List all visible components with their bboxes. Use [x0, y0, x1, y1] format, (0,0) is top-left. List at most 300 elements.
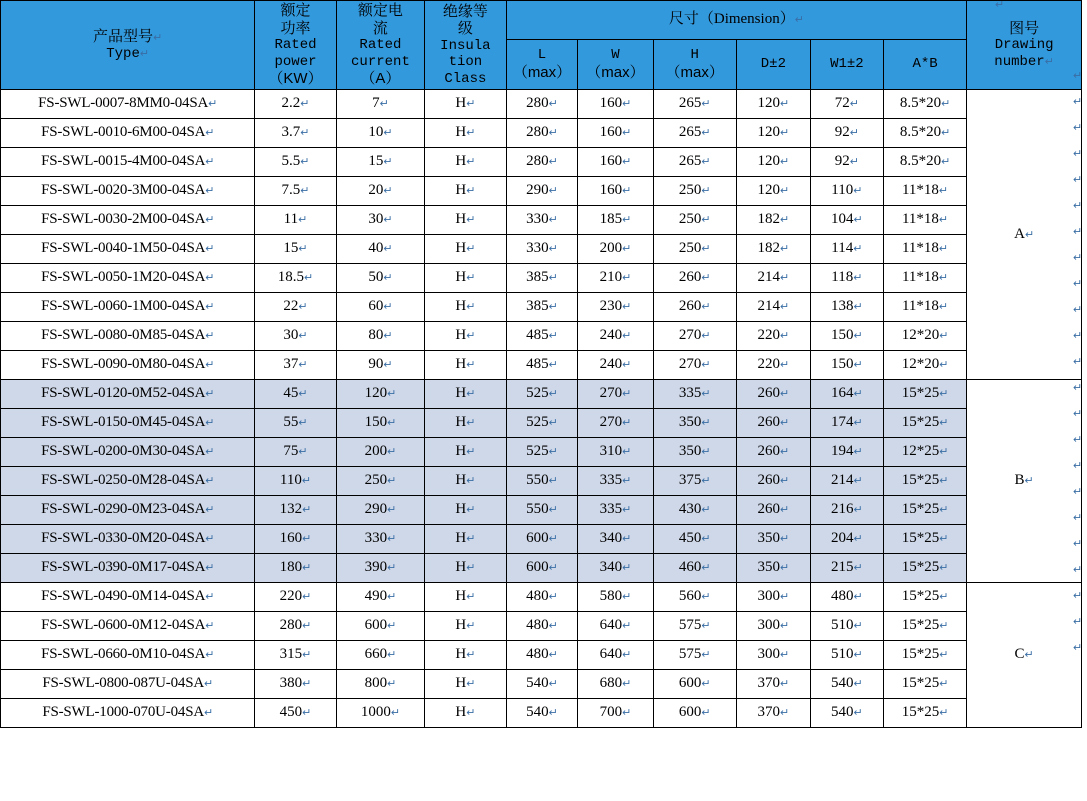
- header-insulation-class: [425, 1, 506, 90]
- cell-type: FS-SWL-0090-0M80-04SA↵: [1, 351, 255, 380]
- cell-dim-d: 350↵: [736, 525, 810, 554]
- cell-type: FS-SWL-0007-8MM0-04SA↵: [1, 90, 255, 119]
- paragraph-mark: ↵: [1073, 200, 1083, 213]
- cell-dim-l: 280↵: [506, 90, 578, 119]
- cell-rated-power: 180↵: [255, 554, 336, 583]
- cell-dim-ab: 11*18↵: [883, 177, 966, 206]
- cell-dim-w: 680↵: [578, 670, 653, 699]
- cell-dim-h: 260↵: [653, 264, 736, 293]
- cell-dim-d: 214↵: [736, 264, 810, 293]
- paragraph-marks-column: [1073, 0, 1085, 661]
- cell-dim-w1: 138↵: [810, 293, 883, 322]
- pilcrow-mark: ↵: [1044, 55, 1054, 68]
- cell-insulation-class: H↵: [425, 438, 506, 467]
- cell-rated-current: 7↵: [336, 90, 425, 119]
- cell-dim-l: 480↵: [506, 583, 578, 612]
- cell-rated-power: 110↵: [255, 467, 336, 496]
- cell-dim-l: 330↵: [506, 235, 578, 264]
- paragraph-mark: ↵: [1073, 252, 1083, 265]
- header-rated-current-cn2: 流: [372, 19, 388, 37]
- cell-rated-current: 660↵: [336, 641, 425, 670]
- cell-dim-w: 335↵: [578, 467, 653, 496]
- header-rated-current-unit: （A）: [360, 70, 401, 88]
- table-row: [1, 438, 1082, 467]
- table-row: [1, 90, 1082, 119]
- cell-dim-w1: 72↵: [810, 90, 883, 119]
- cell-type: FS-SWL-0250-0M28-04SA↵: [1, 467, 255, 496]
- paragraph-mark: ↵: [1073, 278, 1083, 291]
- cell-dim-w: 200↵: [578, 235, 653, 264]
- cell-type: FS-SWL-0490-0M14-04SA↵: [1, 583, 255, 612]
- cell-dim-w: 335↵: [578, 496, 653, 525]
- cell-dim-l: 480↵: [506, 641, 578, 670]
- cell-type: FS-SWL-0390-0M17-04SA↵: [1, 554, 255, 583]
- cell-rated-current: 800↵: [336, 670, 425, 699]
- paragraph-mark: ↵: [1073, 616, 1083, 629]
- cell-dim-w: 580↵: [578, 583, 653, 612]
- cell-dim-ab: 12*25↵: [883, 438, 966, 467]
- cell-insulation-class: H↵: [425, 322, 506, 351]
- cell-dim-ab: 15*25↵: [883, 612, 966, 641]
- cell-dim-ab: 15*25↵: [883, 380, 966, 409]
- header-dim-w1: [810, 40, 883, 90]
- paragraph-mark: ↵: [1073, 70, 1083, 83]
- cell-insulation-class: H↵: [425, 119, 506, 148]
- cell-dim-ab: 15*25↵: [883, 641, 966, 670]
- cell-rated-power: 450↵: [255, 699, 336, 728]
- cell-rated-power: 3.7↵: [255, 119, 336, 148]
- table-row: [1, 409, 1082, 438]
- header-dim-w-label: W: [611, 47, 620, 64]
- table-header: [1, 1, 1082, 90]
- header-insulation-en3: Class: [444, 70, 487, 87]
- cell-rated-current: 90↵: [336, 351, 425, 380]
- cell-dim-w: 210↵: [578, 264, 653, 293]
- paragraph-mark: ↵: [1073, 538, 1083, 551]
- table-body: [1, 90, 1082, 728]
- cell-dim-d: 220↵: [736, 351, 810, 380]
- cell-dim-w1: 480↵: [810, 583, 883, 612]
- cell-dim-ab: 8.5*20↵: [883, 119, 966, 148]
- cell-dim-l: 550↵: [506, 467, 578, 496]
- header-drawing-en1: Drawing: [994, 37, 1054, 54]
- cell-dim-h: 265↵: [653, 90, 736, 119]
- cell-type: FS-SWL-0150-0M45-04SA↵: [1, 409, 255, 438]
- paragraph-mark: ↵: [1073, 434, 1083, 447]
- cell-dim-l: 280↵: [506, 148, 578, 177]
- cell-dim-h: 260↵: [653, 293, 736, 322]
- cell-drawing-number: A↵: [967, 90, 1082, 380]
- paragraph-mark: ↵: [1073, 356, 1083, 369]
- cell-dim-w1: 215↵: [810, 554, 883, 583]
- cell-insulation-class: H↵: [425, 351, 506, 380]
- cell-dim-l: 525↵: [506, 380, 578, 409]
- cell-type: FS-SWL-0290-0M23-04SA↵: [1, 496, 255, 525]
- cell-dim-d: 182↵: [736, 235, 810, 264]
- cell-dim-ab: 11*18↵: [883, 264, 966, 293]
- cell-type: FS-SWL-0015-4M00-04SA↵: [1, 148, 255, 177]
- cell-type: FS-SWL-0050-1M20-04SA↵: [1, 264, 255, 293]
- cell-dim-w1: 174↵: [810, 409, 883, 438]
- cell-rated-power: 315↵: [255, 641, 336, 670]
- cell-dim-ab: 15*25↵: [883, 525, 966, 554]
- table-row: [1, 322, 1082, 351]
- cell-dim-l: 385↵: [506, 293, 578, 322]
- cell-dim-d: 260↵: [736, 496, 810, 525]
- header-rated-power-cn1: 额定: [280, 2, 311, 19]
- cell-rated-current: 200↵: [336, 438, 425, 467]
- cell-dim-h: 350↵: [653, 409, 736, 438]
- cell-dim-w: 160↵: [578, 148, 653, 177]
- cell-dim-w1: 164↵: [810, 380, 883, 409]
- header-dim-d-label: D±2: [760, 56, 786, 73]
- cell-dim-w1: 104↵: [810, 206, 883, 235]
- paragraph-mark: ↵: [1073, 226, 1083, 239]
- cell-dim-h: 265↵: [653, 119, 736, 148]
- cell-insulation-class: H↵: [425, 177, 506, 206]
- cell-type: FS-SWL-0120-0M52-04SA↵: [1, 380, 255, 409]
- cell-dim-h: 575↵: [653, 612, 736, 641]
- header-drawing-en2: number: [994, 53, 1045, 70]
- table-row: [1, 583, 1082, 612]
- cell-dim-w1: 510↵: [810, 612, 883, 641]
- cell-dim-l: 485↵: [506, 322, 578, 351]
- header-rated-power: [255, 1, 336, 90]
- header-dim-l-sub: （max）: [512, 63, 572, 81]
- cell-rated-current: 10↵: [336, 119, 425, 148]
- cell-rated-current: 250↵: [336, 467, 425, 496]
- cell-dim-ab: 11*18↵: [883, 293, 966, 322]
- cell-dim-h: 350↵: [653, 438, 736, 467]
- header-rated-current-en1: Rated: [359, 37, 402, 54]
- cell-insulation-class: H↵: [425, 699, 506, 728]
- cell-type: FS-SWL-0020-3M00-04SA↵: [1, 177, 255, 206]
- paragraph-mark: ↵: [1073, 460, 1083, 473]
- cell-dim-h: 430↵: [653, 496, 736, 525]
- table-row: [1, 641, 1082, 670]
- table-row: [1, 525, 1082, 554]
- cell-type: FS-SWL-0080-0M85-04SA↵: [1, 322, 255, 351]
- cell-dim-ab: 15*25↵: [883, 467, 966, 496]
- cell-dim-ab: 15*25↵: [883, 496, 966, 525]
- table-row: [1, 119, 1082, 148]
- cell-dim-w1: 204↵: [810, 525, 883, 554]
- cell-type: FS-SWL-0030-2M00-04SA↵: [1, 206, 255, 235]
- cell-dim-h: 560↵: [653, 583, 736, 612]
- header-drawing-number: [967, 1, 1082, 90]
- cell-rated-current: 50↵: [336, 264, 425, 293]
- cell-rated-power: 55↵: [255, 409, 336, 438]
- table-row: [1, 235, 1082, 264]
- table-row: [1, 293, 1082, 322]
- header-dim-h-sub: （max）: [665, 63, 724, 81]
- cell-dim-h: 575↵: [653, 641, 736, 670]
- table-row: [1, 206, 1082, 235]
- cell-dim-w: 640↵: [578, 612, 653, 641]
- cell-dim-d: 120↵: [736, 119, 810, 148]
- cell-dim-l: 485↵: [506, 351, 578, 380]
- table-row: [1, 380, 1082, 409]
- paragraph-mark: ↵: [1073, 564, 1083, 577]
- cell-dim-d: 182↵: [736, 206, 810, 235]
- cell-insulation-class: H↵: [425, 467, 506, 496]
- paragraph-mark: ↵: [1073, 382, 1083, 395]
- cell-rated-power: 22↵: [255, 293, 336, 322]
- cell-dim-h: 265↵: [653, 148, 736, 177]
- cell-dim-h: 270↵: [653, 322, 736, 351]
- paragraph-mark: ↵: [1073, 122, 1083, 135]
- cell-dim-d: 260↵: [736, 438, 810, 467]
- cell-dim-h: 450↵: [653, 525, 736, 554]
- cell-dim-l: 290↵: [506, 177, 578, 206]
- cell-insulation-class: H↵: [425, 235, 506, 264]
- cell-dim-ab: 12*20↵: [883, 322, 966, 351]
- cell-rated-current: 60↵: [336, 293, 425, 322]
- pilcrow-mark: ↵: [153, 31, 163, 44]
- paragraph-mark: ↵: [1073, 96, 1083, 109]
- cell-dim-d: 120↵: [736, 148, 810, 177]
- header-insulation-cn1: 绝缘等: [442, 2, 488, 20]
- paragraph-mark: ↵: [1073, 408, 1083, 421]
- pilcrow-mark: ↵: [139, 47, 150, 60]
- cell-rated-power: 30↵: [255, 322, 336, 351]
- cell-rated-power: 11↵: [255, 206, 336, 235]
- cell-rated-power: 380↵: [255, 670, 336, 699]
- cell-dim-w: 240↵: [578, 351, 653, 380]
- cell-dim-w1: 110↵: [810, 177, 883, 206]
- paragraph-mark: ↵: [1073, 486, 1083, 499]
- header-dimension-group: [506, 1, 967, 40]
- cell-type: FS-SWL-0330-0M20-04SA↵: [1, 525, 255, 554]
- cell-dim-w: 340↵: [578, 554, 653, 583]
- header-dim-l: [506, 40, 578, 90]
- cell-dim-w: 230↵: [578, 293, 653, 322]
- cell-dim-w: 240↵: [578, 322, 653, 351]
- header-rated-current-cn1: 额定电: [357, 2, 403, 19]
- cell-type: FS-SWL-0800-087U-04SA↵: [1, 670, 255, 699]
- cell-rated-current: 290↵: [336, 496, 425, 525]
- cell-dim-d: 370↵: [736, 670, 810, 699]
- paragraph-mark: ↵: [1073, 590, 1083, 603]
- header-dimension-group-label: 尺寸（Dimension）: [668, 11, 795, 28]
- header-dim-h-label: H: [690, 47, 699, 64]
- cell-dim-w: 185↵: [578, 206, 653, 235]
- paragraph-mark: ↵: [1073, 642, 1083, 655]
- header-rated-power-en2: power: [274, 53, 317, 70]
- cell-rated-power: 220↵: [255, 583, 336, 612]
- cell-insulation-class: H↵: [425, 525, 506, 554]
- header-rated-current: [336, 1, 425, 90]
- cell-drawing-number: B↵: [967, 380, 1082, 583]
- cell-dim-d: 120↵: [736, 90, 810, 119]
- paragraph-mark: ↵: [1073, 330, 1083, 343]
- header-insulation-en2: tion: [448, 54, 483, 71]
- cell-insulation-class: H↵: [425, 554, 506, 583]
- cell-dim-w: 270↵: [578, 409, 653, 438]
- header-rated-power-unit: （KW）: [268, 70, 323, 88]
- table-row: [1, 554, 1082, 583]
- cell-dim-ab: 15*25↵: [883, 554, 966, 583]
- header-dim-ab-label: A*B: [912, 56, 938, 73]
- header-rated-current-en2: current: [351, 53, 410, 70]
- cell-rated-current: 15↵: [336, 148, 425, 177]
- header-type-en: Type: [106, 45, 140, 62]
- cell-insulation-class: H↵: [425, 206, 506, 235]
- header-dim-w: [578, 40, 653, 90]
- header-dim-w-sub: （max）: [586, 63, 645, 81]
- cell-type: FS-SWL-0200-0M30-04SA↵: [1, 438, 255, 467]
- header-drawing-cn: 图号: [1009, 19, 1040, 37]
- cell-insulation-class: H↵: [425, 90, 506, 119]
- cell-dim-w1: 510↵: [810, 641, 883, 670]
- cell-rated-current: 80↵: [336, 322, 425, 351]
- cell-dim-ab: 8.5*20↵: [883, 90, 966, 119]
- cell-dim-w: 160↵: [578, 119, 653, 148]
- cell-dim-ab: 15*25↵: [883, 699, 966, 728]
- cell-dim-w1: 114↵: [810, 235, 883, 264]
- header-dim-d: [736, 40, 810, 90]
- cell-insulation-class: H↵: [425, 293, 506, 322]
- cell-dim-l: 330↵: [506, 206, 578, 235]
- cell-rated-power: 280↵: [255, 612, 336, 641]
- cell-dim-h: 270↵: [653, 351, 736, 380]
- cell-type: FS-SWL-0010-6M00-04SA↵: [1, 119, 255, 148]
- cell-insulation-class: H↵: [425, 612, 506, 641]
- cell-dim-ab: 11*18↵: [883, 206, 966, 235]
- cell-rated-power: 18.5↵: [255, 264, 336, 293]
- cell-dim-w: 270↵: [578, 380, 653, 409]
- cell-dim-w1: 92↵: [810, 148, 883, 177]
- cell-insulation-class: H↵: [425, 380, 506, 409]
- cell-dim-w1: 118↵: [810, 264, 883, 293]
- cell-dim-w: 160↵: [578, 90, 653, 119]
- cell-type: FS-SWL-0600-0M12-04SA↵: [1, 612, 255, 641]
- cell-insulation-class: H↵: [425, 409, 506, 438]
- cell-dim-h: 250↵: [653, 177, 736, 206]
- cell-dim-d: 260↵: [736, 467, 810, 496]
- cell-dim-ab: 15*25↵: [883, 583, 966, 612]
- cell-drawing-number: C↵: [967, 583, 1082, 728]
- table-row: [1, 670, 1082, 699]
- table-row: [1, 351, 1082, 380]
- table-row: [1, 612, 1082, 641]
- cell-rated-current: 390↵: [336, 554, 425, 583]
- cell-rated-current: 120↵: [336, 380, 425, 409]
- paragraph-mark: ↵: [1073, 304, 1083, 317]
- table-row: [1, 699, 1082, 728]
- cell-rated-current: 330↵: [336, 525, 425, 554]
- cell-dim-l: 525↵: [506, 438, 578, 467]
- cell-dim-w: 640↵: [578, 641, 653, 670]
- cell-rated-power: 45↵: [255, 380, 336, 409]
- cell-dim-l: 540↵: [506, 699, 578, 728]
- cell-dim-ab: 15*25↵: [883, 409, 966, 438]
- cell-type: FS-SWL-0660-0M10-04SA↵: [1, 641, 255, 670]
- cell-dim-d: 350↵: [736, 554, 810, 583]
- cell-dim-d: 214↵: [736, 293, 810, 322]
- cell-dim-d: 300↵: [736, 583, 810, 612]
- cell-dim-l: 600↵: [506, 525, 578, 554]
- cell-dim-h: 250↵: [653, 206, 736, 235]
- cell-dim-l: 385↵: [506, 264, 578, 293]
- table-row: [1, 467, 1082, 496]
- header-type-cn: 产品型号: [93, 27, 154, 45]
- cell-insulation-class: H↵: [425, 148, 506, 177]
- cell-dim-d: 120↵: [736, 177, 810, 206]
- cell-rated-current: 490↵: [336, 583, 425, 612]
- header-dim-h: [653, 40, 736, 90]
- cell-dim-d: 370↵: [736, 699, 810, 728]
- table-row: [1, 148, 1082, 177]
- cell-dim-w1: 540↵: [810, 670, 883, 699]
- table-row: [1, 496, 1082, 525]
- cell-type: FS-SWL-0060-1M00-04SA↵: [1, 293, 255, 322]
- cell-type: FS-SWL-0040-1M50-04SA↵: [1, 235, 255, 264]
- cell-dim-w1: 540↵: [810, 699, 883, 728]
- cell-rated-power: 132↵: [255, 496, 336, 525]
- cell-dim-l: 540↵: [506, 670, 578, 699]
- cell-insulation-class: H↵: [425, 641, 506, 670]
- cell-dim-d: 260↵: [736, 380, 810, 409]
- header-dim-w1-label: W1±2: [830, 56, 864, 73]
- header-insulation-en1: Insula: [440, 37, 491, 54]
- cell-insulation-class: H↵: [425, 496, 506, 525]
- cell-dim-l: 280↵: [506, 119, 578, 148]
- cell-dim-w1: 150↵: [810, 322, 883, 351]
- cell-rated-current: 20↵: [336, 177, 425, 206]
- cell-dim-ab: 15*25↵: [883, 670, 966, 699]
- cell-rated-current: 600↵: [336, 612, 425, 641]
- cell-rated-current: 30↵: [336, 206, 425, 235]
- cell-dim-h: 375↵: [653, 467, 736, 496]
- cell-rated-power: 15↵: [255, 235, 336, 264]
- table-row: [1, 177, 1082, 206]
- cell-dim-h: 600↵: [653, 699, 736, 728]
- cell-rated-current: 150↵: [336, 409, 425, 438]
- cell-dim-ab: 12*20↵: [883, 351, 966, 380]
- cell-dim-h: 250↵: [653, 235, 736, 264]
- cell-insulation-class: H↵: [425, 583, 506, 612]
- cell-dim-d: 300↵: [736, 641, 810, 670]
- cell-rated-power: 7.5↵: [255, 177, 336, 206]
- cell-dim-w1: 92↵: [810, 119, 883, 148]
- cell-rated-power: 5.5↵: [255, 148, 336, 177]
- cell-dim-l: 525↵: [506, 409, 578, 438]
- cell-dim-l: 480↵: [506, 612, 578, 641]
- header-row-1: [1, 1, 1082, 40]
- cell-insulation-class: H↵: [425, 264, 506, 293]
- cell-rated-power: 75↵: [255, 438, 336, 467]
- paragraph-mark-top: ↵: [995, 0, 1005, 11]
- header-rated-power-cn2: 功率: [280, 19, 311, 37]
- paragraph-mark: ↵: [1073, 512, 1083, 525]
- cell-rated-power: 37↵: [255, 351, 336, 380]
- cell-dim-ab: 11*18↵: [883, 235, 966, 264]
- cell-dim-w: 340↵: [578, 525, 653, 554]
- cell-rated-power: 160↵: [255, 525, 336, 554]
- cell-dim-l: 600↵: [506, 554, 578, 583]
- cell-dim-h: 460↵: [653, 554, 736, 583]
- cell-rated-current: 1000↵: [336, 699, 425, 728]
- pilcrow-mark: ↵: [794, 14, 804, 27]
- cell-dim-h: 600↵: [653, 670, 736, 699]
- cell-dim-ab: 8.5*20↵: [883, 148, 966, 177]
- paragraph-mark: ↵: [1073, 148, 1083, 161]
- cell-type: FS-SWL-1000-070U-04SA↵: [1, 699, 255, 728]
- cell-dim-d: 220↵: [736, 322, 810, 351]
- header-type: [1, 1, 255, 90]
- header-dim-ab: [883, 40, 966, 90]
